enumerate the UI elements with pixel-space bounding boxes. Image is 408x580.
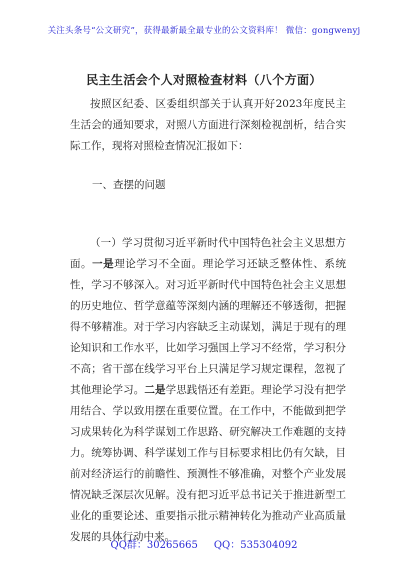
footer-qq-group: QQ群：30265665 (110, 540, 198, 551)
footer-contact (0, 536, 408, 551)
header-banner: 关注头条号“公文研究”，获得最新最全最专业的公文资料库！ 微信：gongwenyj (47, 26, 361, 36)
paragraph-lead: （一）学习贯彻习近平新时代中国特色社会主义思想方面。 (70, 237, 346, 270)
point1-title: 一是 (92, 258, 115, 270)
footer-qq-number: QQ：535304092 (213, 540, 298, 551)
point2-text: 学思践悟还有差距。理论学习没有把学用结合、学以致用摆在重要位置。在工作中，不能做到把学习成果转化为科学谋划工作思路、研究解决工作难题的支持力。统筹协调、科学谋划工作与目标要求相比仍有欠缺，目前对经济运行的前瞻性、预测性不够准确，对整个产业发展情况缺乏深层次见解。没有把习近平总书记关于推进新型工业化的重要论述、重要指示批示精神转化为推动产业高质量发展的具体行动中来。 (70, 384, 347, 543)
section-heading: 一、查摆的问题 (92, 179, 166, 191)
body-paragraph (70, 233, 346, 548)
document-title: 民主生活会个人对照检查材料（八个方面） (86, 73, 322, 87)
point2-title: 二是 (144, 384, 166, 396)
point1-text: 理论学习不全面。理论学习还缺乏整体性、系统性，学习不够深入。对习近平新时代中国特色社会主义思想的历史地位、哲学意蕴等深刻内涵的理解还不够透彻，把握得不够精准。对于学习内容缺乏主动谋划，满足于现有的理论知识和工作水平，比如学习强国上学习不经常，学习积分不高；省干部在线学习平台上只满足学习规定课程，忽视了其他理论学习。 (70, 258, 346, 396)
intro-paragraph: 按照区纪委、区委组织部关于认真开好2023年度民主生活会的通知要求，对照八方面进行深刻检视剖析，结合实际工作，现将对照检查情况汇报如下： (70, 98, 346, 152)
